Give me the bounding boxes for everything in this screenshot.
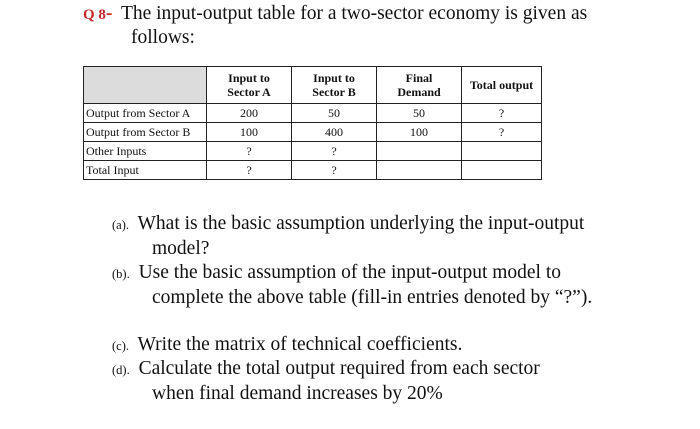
question-text-line1: The input-output table for a two-sector economy is given as — [120, 3, 588, 24]
table-row — [84, 104, 542, 123]
table-cell: 200 — [207, 104, 292, 123]
subquestion-line1: Use the basic assumption of the input-output model to — [138, 262, 562, 283]
table-cell: ? — [207, 161, 292, 180]
table-cell: ? — [462, 123, 542, 142]
question-dash: - — [105, 3, 113, 24]
header-fd-line2: Demand — [397, 85, 441, 99]
subquestion-a — [112, 212, 632, 261]
subquestion-line1: Calculate the total output required from each sector — [138, 358, 540, 379]
table-cell: 50 — [377, 104, 462, 123]
header-b-line1: Input to — [313, 71, 355, 85]
input-output-table — [83, 66, 542, 180]
subquestion-line2: complete the above table (fill-in entries denoted by “?”). — [152, 287, 593, 308]
header-total-output: Total output — [462, 67, 542, 104]
row-label: Output from Sector B — [84, 123, 207, 142]
table-row — [84, 142, 542, 161]
subquestion-line1: Write the matrix of technical coefficients. — [137, 334, 463, 355]
table-cell — [462, 142, 542, 161]
table-cell — [377, 161, 462, 180]
subquestion-c — [112, 333, 632, 358]
subquestion-d — [112, 357, 632, 406]
table-cell: ? — [207, 142, 292, 161]
header-fd-line1: Final — [405, 71, 433, 85]
table-cell: 100 — [377, 123, 462, 142]
table-cell — [377, 142, 462, 161]
row-label: Total Input — [84, 161, 207, 180]
table-cell: 50 — [292, 104, 377, 123]
subquestion-tag: (b). — [112, 267, 130, 281]
subquestion-tag: (c). — [112, 339, 129, 353]
table-header-row — [84, 67, 542, 104]
table-row — [84, 123, 542, 142]
subquestion-line2: when final demand increases by 20% — [152, 383, 443, 404]
table-cell: ? — [292, 142, 377, 161]
question-header — [83, 2, 683, 27]
row-label: Output from Sector A — [84, 104, 207, 123]
header-input-to-sector-a — [207, 67, 292, 104]
table-cell — [462, 161, 542, 180]
table-corner-cell — [84, 67, 207, 104]
subquestion-b — [112, 261, 632, 310]
subquestion-tag: (d). — [112, 363, 130, 377]
header-a-line2: Sector A — [227, 85, 271, 99]
row-label: Other Inputs — [84, 142, 207, 161]
table-cell: 100 — [207, 123, 292, 142]
header-a-line1: Input to — [228, 71, 270, 85]
table-cell: 400 — [292, 123, 377, 142]
header-input-to-sector-b — [292, 67, 377, 104]
question-text-line2: follows: — [131, 27, 195, 48]
header-b-line2: Sector B — [312, 85, 356, 99]
subquestion-tag: (a). — [112, 218, 129, 232]
table-cell: ? — [292, 161, 377, 180]
question-number: Q 8 — [83, 7, 106, 23]
table-cell: ? — [462, 104, 542, 123]
subquestion-line1: What is the basic assumption underlying the input-output — [137, 213, 585, 234]
table-row — [84, 161, 542, 180]
header-final-demand — [377, 67, 462, 104]
subquestion-line2: model? — [152, 238, 210, 259]
